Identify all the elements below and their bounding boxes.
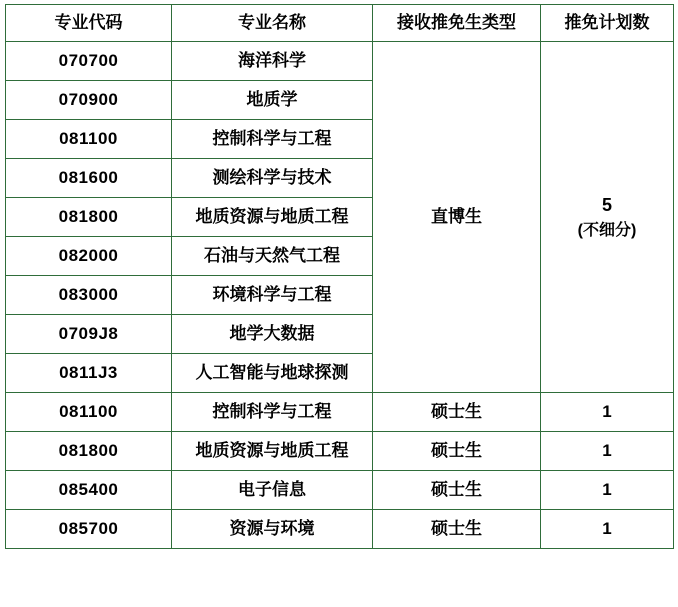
cell-major-name: 环境科学与工程 (172, 276, 373, 315)
cell-major-name: 海洋科学 (172, 42, 373, 81)
column-header-quota: 推免计划数 (541, 5, 674, 42)
table-header-row (6, 5, 674, 42)
cell-admission-type: 硕士生 (373, 471, 541, 510)
cell-major-name: 地学大数据 (172, 315, 373, 354)
table-row (6, 471, 674, 510)
cell-quota: 1 (541, 471, 674, 510)
cell-major-code: 085700 (6, 510, 172, 549)
cell-admission-type: 硕士生 (373, 393, 541, 432)
cell-quota: 1 (541, 510, 674, 549)
cell-major-code: 081100 (6, 120, 172, 159)
cell-major-code: 070700 (6, 42, 172, 81)
document-page (0, 4, 678, 607)
column-header-admission-type: 接收推免生类型 (373, 5, 541, 42)
cell-major-name: 测绘科学与技术 (172, 159, 373, 198)
cell-major-code: 0709J8 (6, 315, 172, 354)
majors-table (5, 4, 674, 549)
table-header (6, 5, 674, 42)
table-row (6, 510, 674, 549)
quota-value: 5 (601, 194, 612, 215)
cell-major-name: 地质资源与地质工程 (172, 432, 373, 471)
cell-quota: 1 (541, 432, 674, 471)
quota-note: (不细分) (577, 221, 637, 239)
cell-major-code: 081100 (6, 393, 172, 432)
cell-major-name: 人工智能与地球探测 (172, 354, 373, 393)
cell-major-code: 083000 (6, 276, 172, 315)
cell-major-code: 070900 (6, 81, 172, 120)
table-row (6, 393, 674, 432)
cell-admission-type-doctoral: 直博生 (373, 42, 541, 393)
cell-major-code: 0811J3 (6, 354, 172, 393)
table-row (6, 432, 674, 471)
cell-quota-doctoral (541, 42, 674, 393)
column-header-major-code: 专业代码 (6, 5, 172, 42)
table-body (6, 42, 674, 549)
cell-major-code: 081600 (6, 159, 172, 198)
cell-major-code: 081800 (6, 198, 172, 237)
table-row (6, 42, 674, 81)
cell-major-name: 资源与环境 (172, 510, 373, 549)
cell-major-name: 电子信息 (172, 471, 373, 510)
cell-major-name: 石油与天然气工程 (172, 237, 373, 276)
cell-major-code: 085400 (6, 471, 172, 510)
cell-major-name: 地质学 (172, 81, 373, 120)
cell-admission-type: 硕士生 (373, 510, 541, 549)
cell-admission-type: 硕士生 (373, 432, 541, 471)
cell-major-name: 控制科学与工程 (172, 120, 373, 159)
cell-major-name: 控制科学与工程 (172, 393, 373, 432)
column-header-major-name: 专业名称 (172, 5, 373, 42)
cell-quota: 1 (541, 393, 674, 432)
cell-major-code: 082000 (6, 237, 172, 276)
cell-major-name: 地质资源与地质工程 (172, 198, 373, 237)
cell-major-code: 081800 (6, 432, 172, 471)
